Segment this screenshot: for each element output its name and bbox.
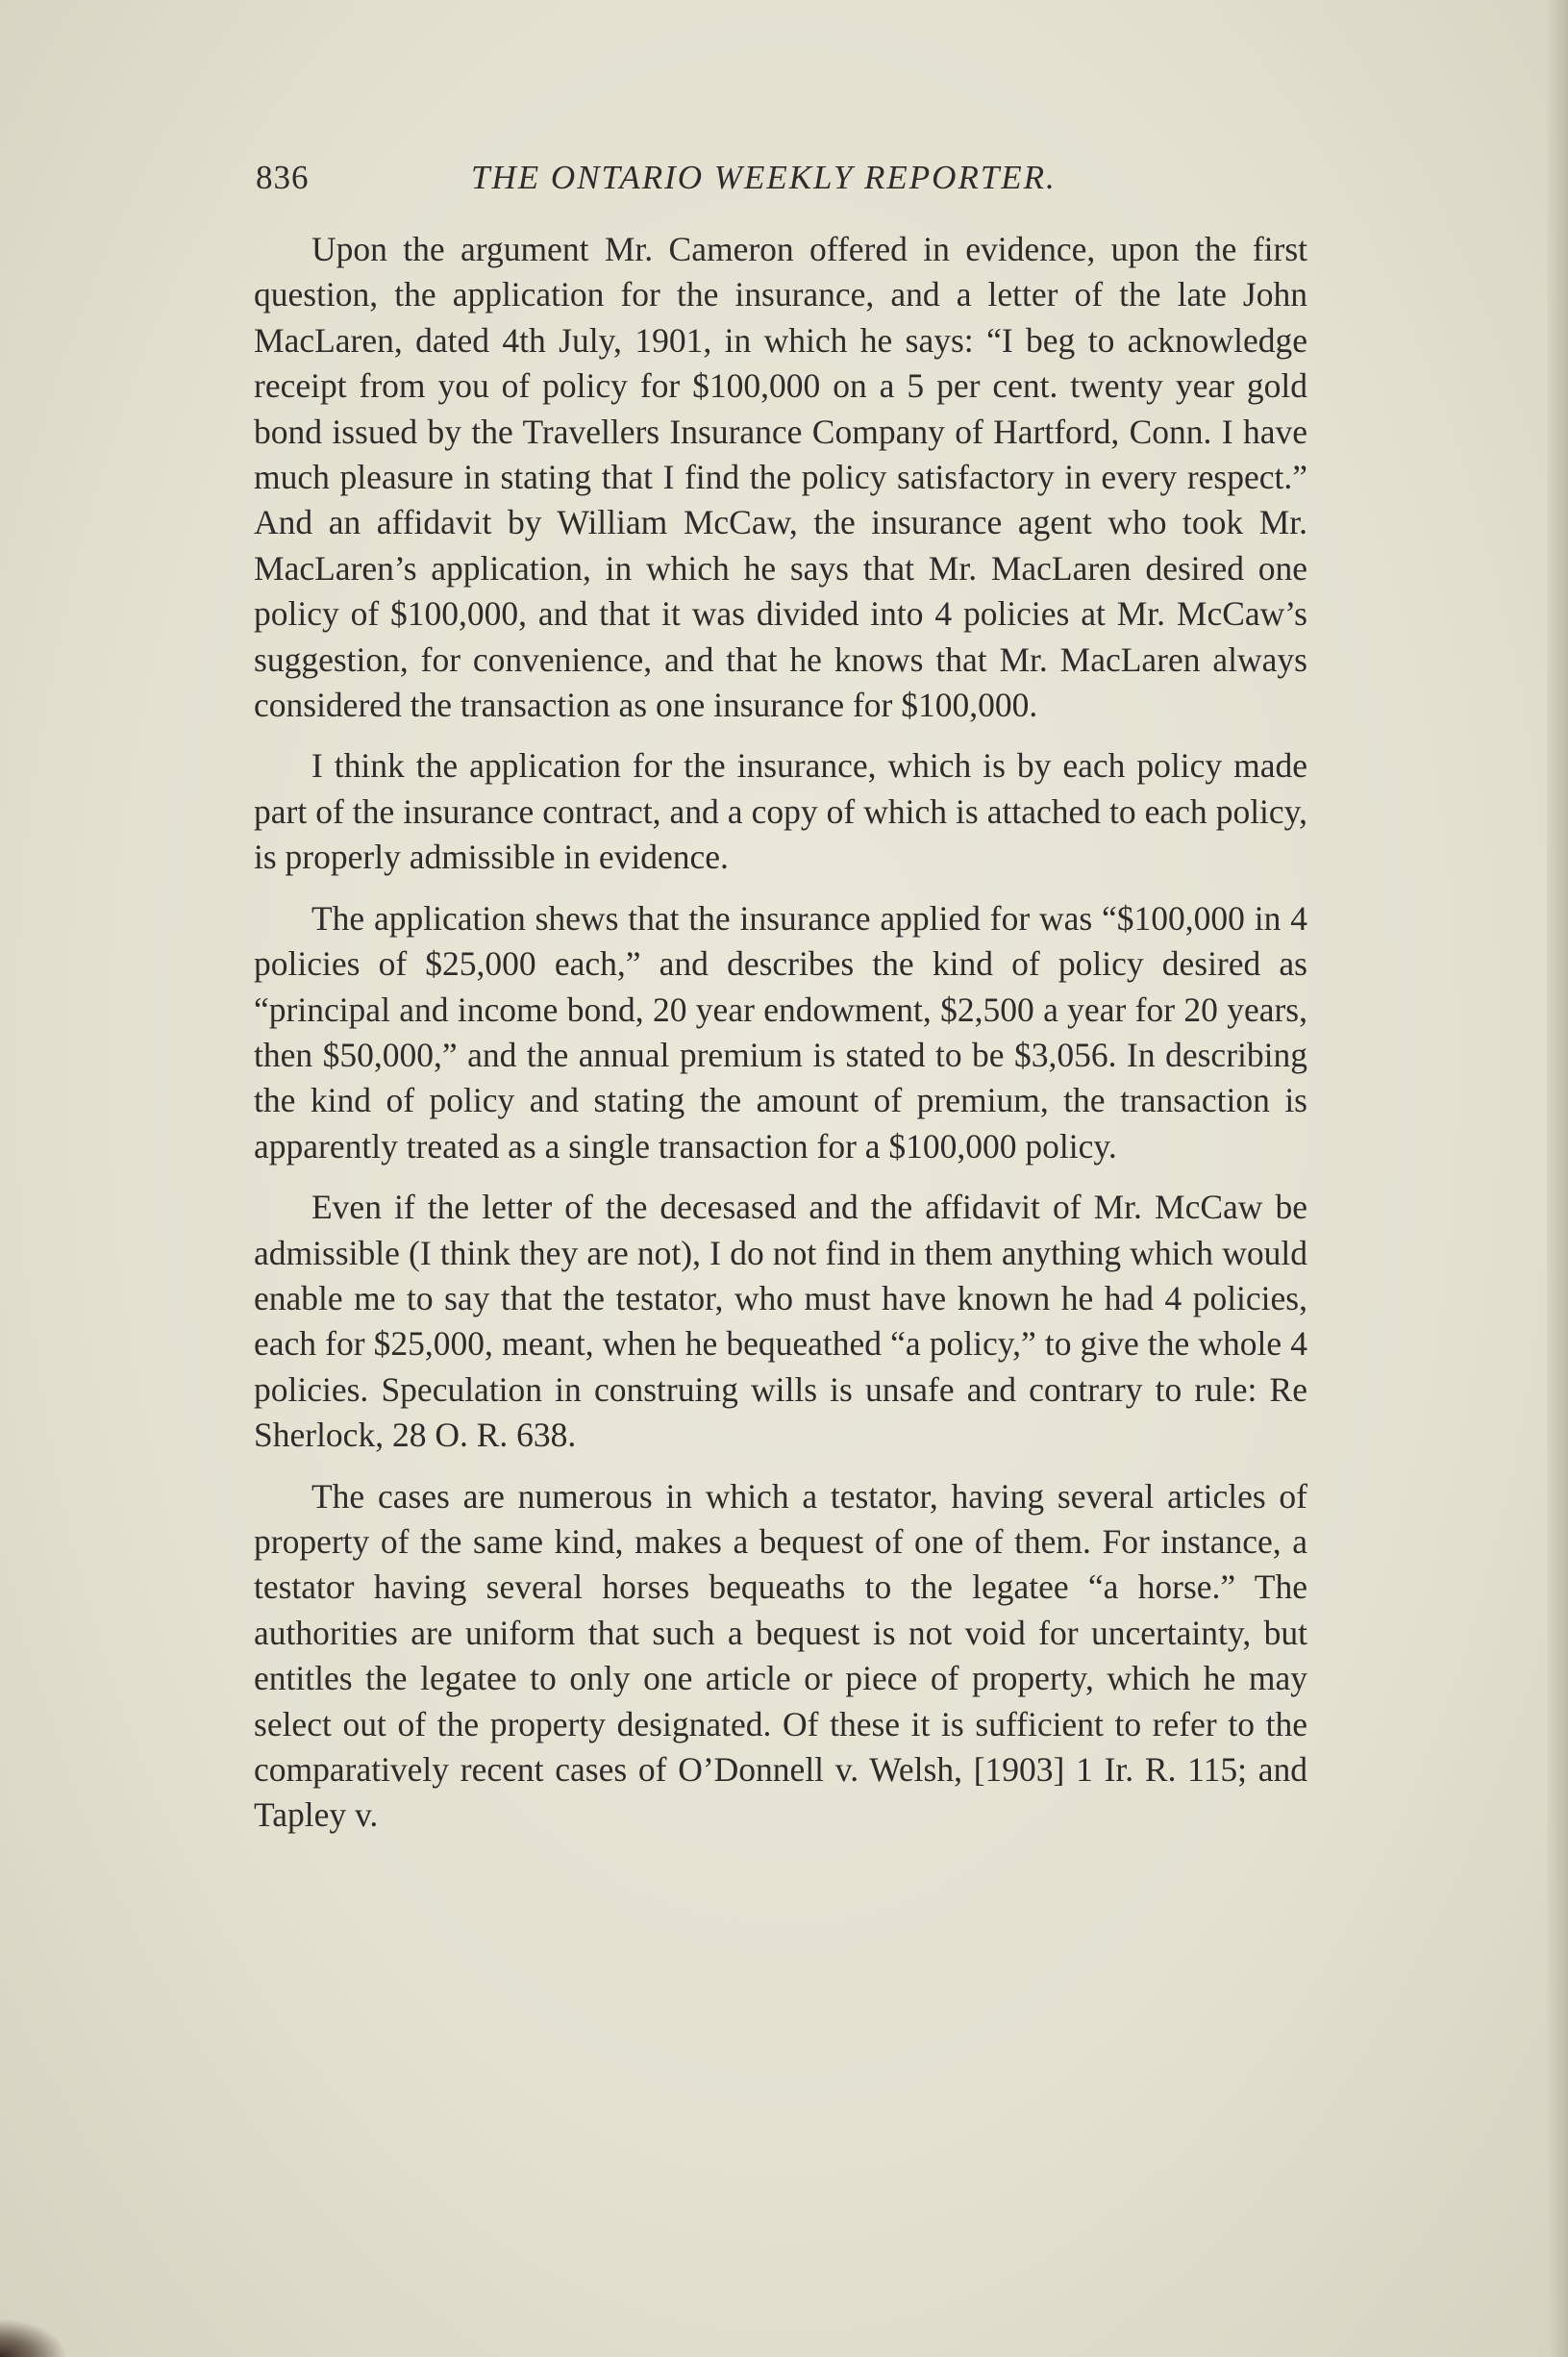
paragraph: I think the application for the insurance, which is by each policy made part of the insurance contract, and a copy of which is attached to each policy, is properly admissible in evidence.	[254, 746, 1307, 877]
paragraph: The application shews that the insurance applied for was “$100,000 in 4 policies of $25,000 each,” and describes the kind of policy desired as “principal and income bond, 20 year endowment, $2,500 a year for 20 years, then $50,000,” and the annual premium is stated to be $3,056. In describing the kind of policy and stating the amount of premium, the transaction is apparently treated as a single transaction for a $100,000 policy.	[254, 898, 1307, 1166]
paragraph: Even if the letter of the decesased and the affidavit of Mr. McCaw be admissible (I think they are not), I do not find in them anything which would enable me to say that the testator, who must have known he had 4 policies, each for $25,000, meant, when he bequeathed “a policy,” to give the whole 4 policies. Speculation in construing wills is unsafe and contrary to rule: Re Sherlock, 28 O. R. 638.	[254, 1188, 1307, 1455]
running-head	[256, 154, 1313, 202]
paragraph: Upon the argument Mr. Cameron offered in evidence, upon the first question, the application for the insurance, and a letter of the late John MacLaren, dated 4th July, 1901, in which he says: “I beg to acknowledge receipt from you of policy for $100,000 on a 5 per cent. twenty year gold bond issued by the Travellers Insurance Company of Hartford, Conn. I have much pleasure in stating that I find the policy satisfactory in every respect.” And an affidavit by William McCaw, the insurance agent who took Mr. MacLaren’s application, in which he says that Mr. MacLaren desired one policy of $100,000, and that it was divided into 4 policies at Mr. McCaw’s suggestion, for convenience, and that he knows that Mr. MacLaren always considered the transaction as one insurance for $100,000.	[254, 230, 1307, 725]
corner-shadow	[0, 2319, 67, 2357]
page-edge	[1547, 0, 1568, 2357]
running-title: THE ONTARIO WEEKLY REPORTER.	[471, 159, 1057, 196]
paragraph: The cases are numerous in which a testator, having several articles of property of the same kind, makes a bequest of one of them. For instance, a testator having several horses bequeaths to the legatee “a horse.” The authorities are uniform that such a bequest is not void for uncertainty, but entitles the legatee to only one article or piece of property, which he may select out of the property designated. Of these it is sufficient to refer to the comparatively recent cases of O’Donnell v. Welsh, [1903] 1 Ir. R. 115; and Tapley v.	[254, 1476, 1307, 1835]
body-text	[254, 227, 1307, 1839]
page-number: 836	[256, 159, 310, 196]
